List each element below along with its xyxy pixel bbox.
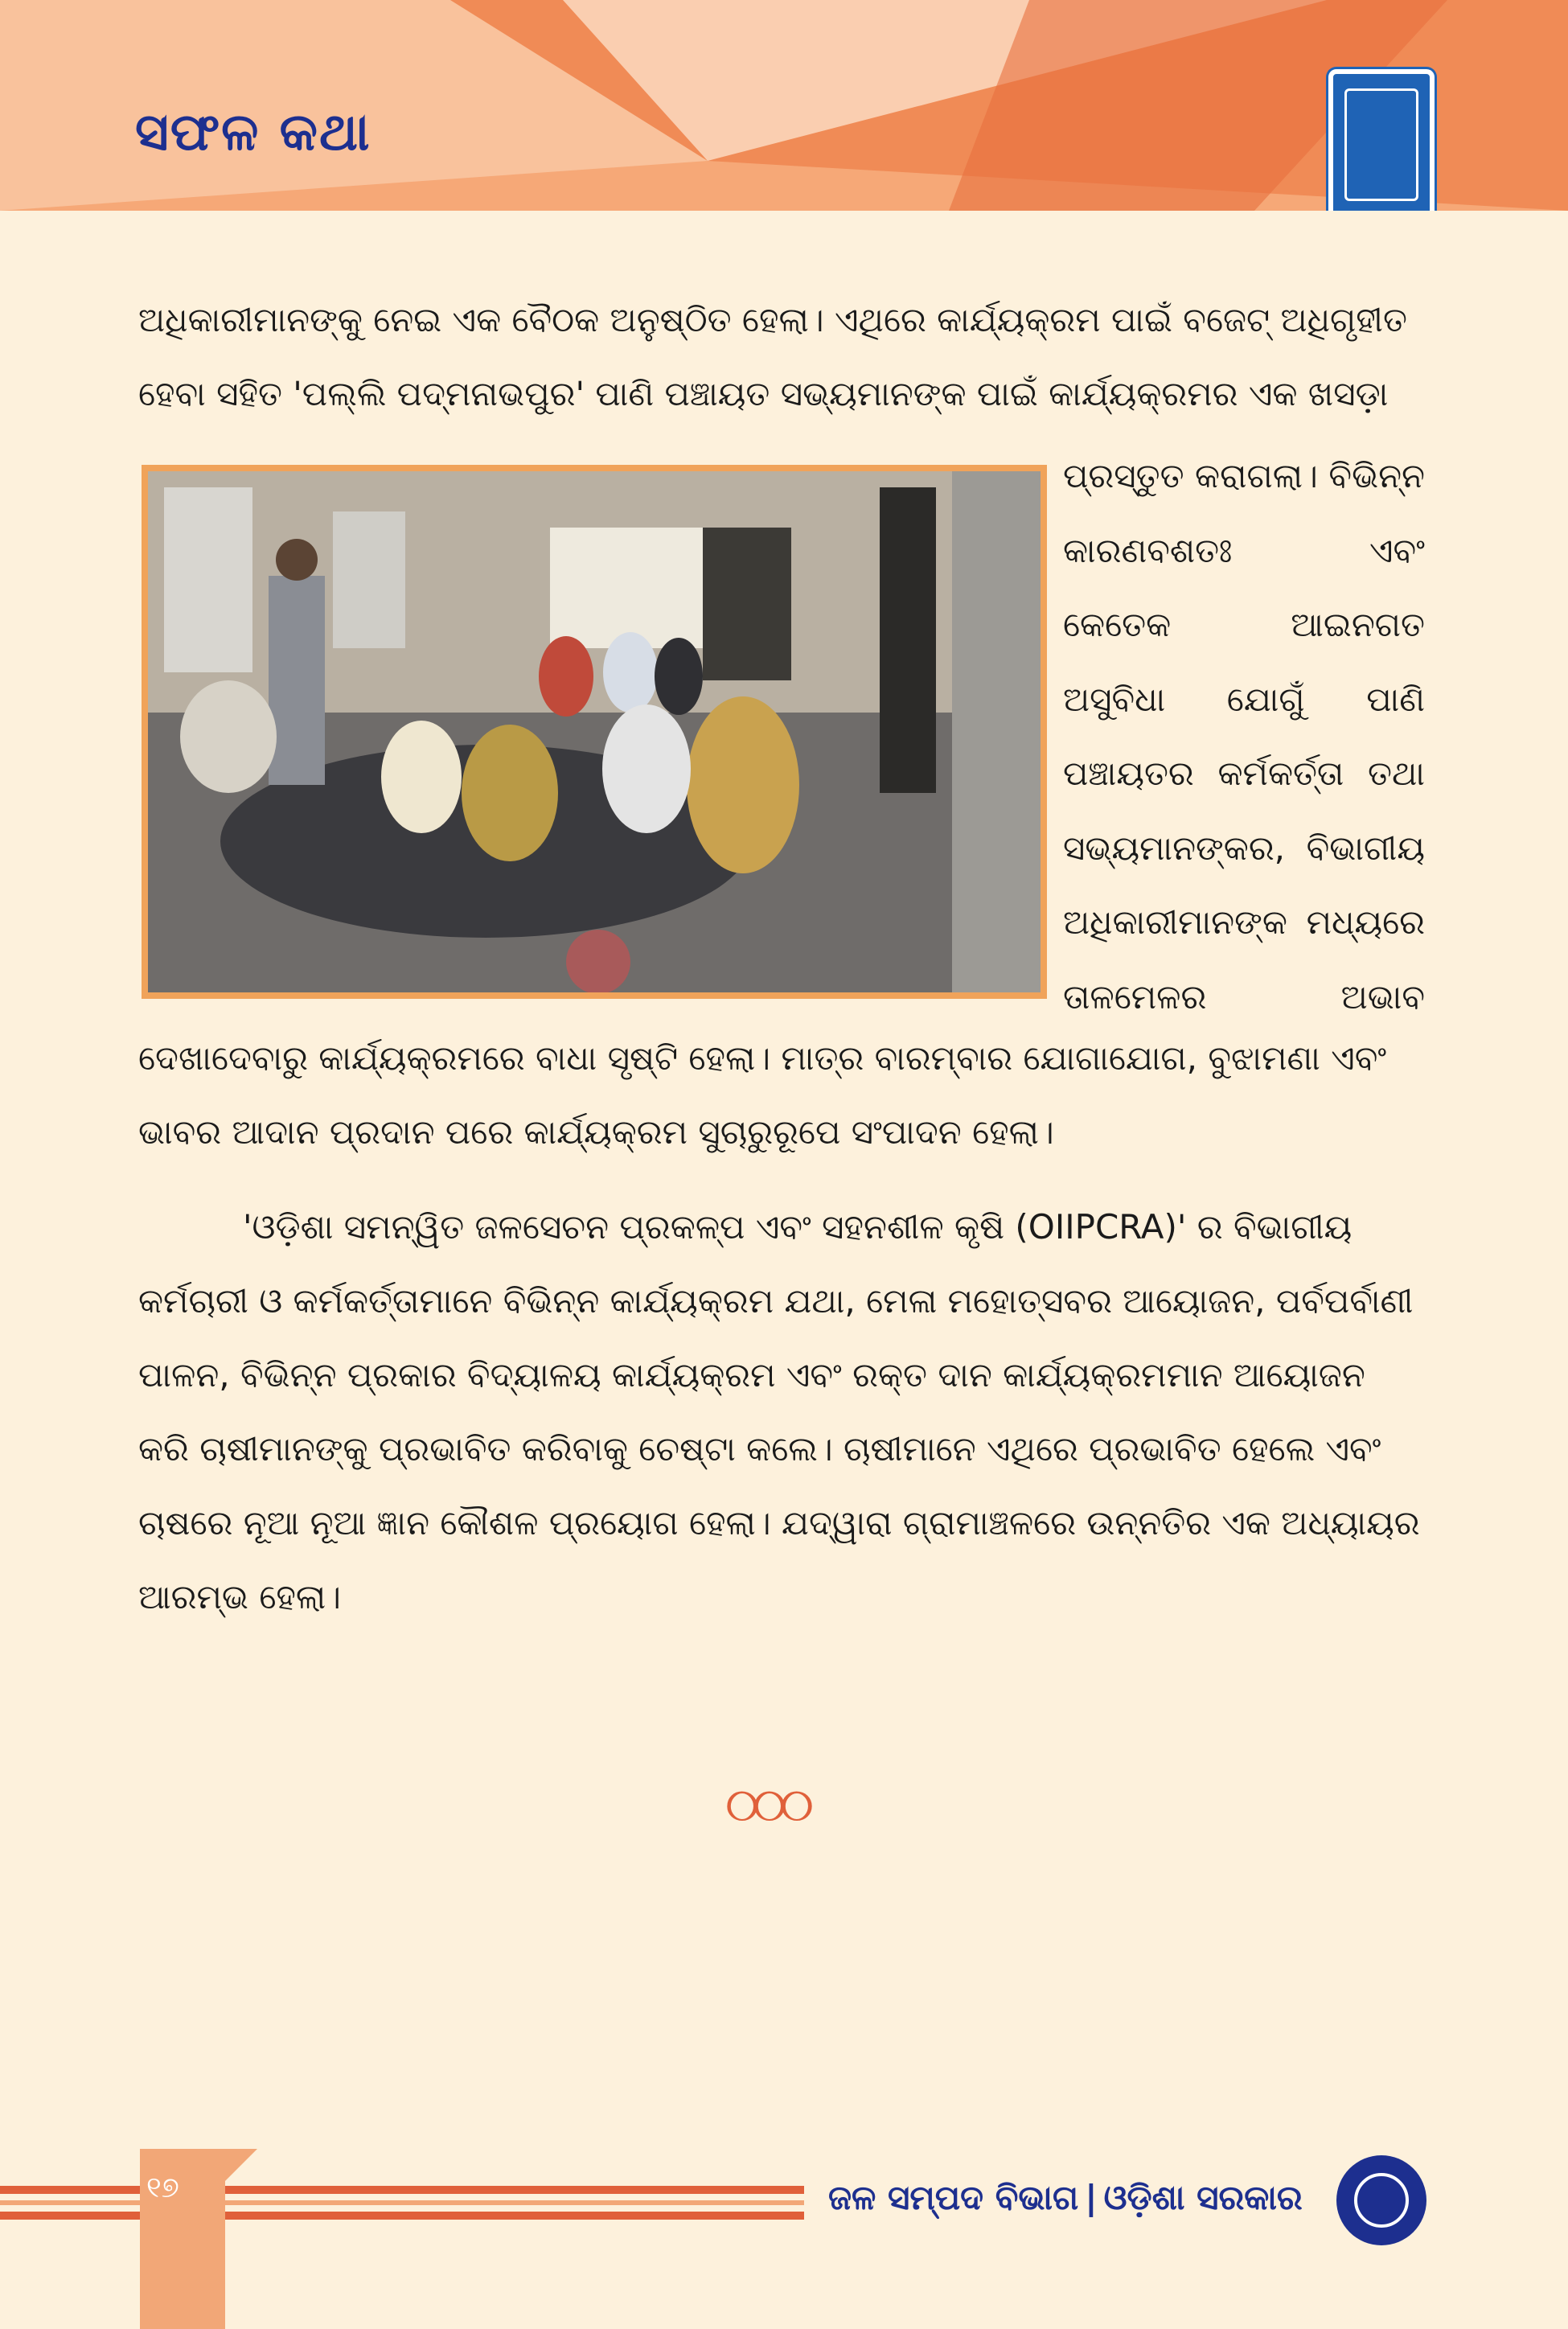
text-line: ତାଳମେଳର ଅଭାବ [1063, 976, 1425, 1017]
publication-logo-icon [1328, 69, 1435, 211]
text-line: ହେବା ସହିତ 'ପଲ୍ଲି ପଦ୍ମନାଭପୁର' ପାଣି ପଞ୍ଚାୟତ ସଭ୍ୟମାନଙ୍କ ପାଇଁ କାର୍ଯ୍ୟକ୍ରମର ଏକ ଖସଡ଼ା [138, 374, 1389, 413]
text-line: ପଞ୍ଚାୟତର କର୍ମକର୍ତ୍ତା ତଥା [1063, 754, 1425, 793]
government-seal-icon [1336, 2155, 1426, 2245]
continued-paragraph [138, 1021, 1425, 1169]
text-line: କେତେକ ଆଇନଗତ [1063, 605, 1425, 644]
footer-separator: | [1085, 2178, 1098, 2217]
text-line: ଅଧିକାରୀମାନଙ୍କ ମଧ୍ୟରେ [1063, 902, 1425, 942]
meeting-photo [142, 465, 1047, 999]
page-header [0, 0, 1568, 211]
text-line: ସଭ୍ୟମାନଙ୍କର, ବିଭାଗୀୟ [1063, 828, 1425, 868]
page-number: ୧୭ [146, 2171, 179, 2204]
section-end-ornament: ୦୦୦ [725, 1777, 807, 1832]
intro-paragraph [138, 283, 1407, 431]
footer-rule [0, 2200, 804, 2205]
text-line: ପ୍ରସ୍ତୁତ କରାଗଲା। ବିଭିନ୍ନ [1063, 456, 1425, 495]
department-name: ଜଳ ସମ୍ପଦ ବିଭାଗ [828, 2178, 1079, 2217]
government-name: ଓଡ଼ିଶା ସରକାର [1103, 2178, 1303, 2217]
text-line: ଅଧିକାରୀମାନଙ୍କୁ ନେଇ ଏକ ବୈଠକ ଅନୁଷ୍ଠିତ ହେଲା। ଏଥିରେ କାର୍ଯ୍ୟକ୍ରମ ପାଇଁ ବଜେଟ୍ ଅଧିଗୃହୀତ [138, 300, 1407, 339]
meeting-photo-image [148, 471, 1041, 992]
text-line: ଅସୁବିଧା ଯୋଗୁଁ ପାଣି [1063, 679, 1425, 719]
section-title: ସଫଳ କଥା [135, 103, 371, 162]
footer-rule [0, 2186, 804, 2194]
oiipcra-paragraph: 'ଓଡ଼ିଶା ସମନ୍ୱିତ ଜଳସେଚନ ପ୍ରକଳ୍ପ ଏବଂ ସହନଶୀଳ କୃଷି (OIIPCRA)' ର ବିଭାଗୀୟ କର୍ମଚାରୀ ଓ କର୍ମକର୍ତ୍ତାମାନେ ବିଭିନ୍ନ କାର୍ଯ୍ୟକ୍ରମ ଯଥା, ମେଳା ମହୋତ୍ସବର ଆୟୋଜନ, ପର୍ବପର୍ବାଣୀ ପାଳନ, ବିଭିନ୍ନ ପ୍ରକାର ବିଦ୍ୟାଳୟ କାର୍ଯ୍ୟକ୍ରମ ଏବଂ ରକ୍ତ ଦାନ କାର୍ଯ୍ୟକ୍ରମମାନ ଆୟୋଜନ କରି ଚାଷୀମାନଙ୍କୁ ପ୍ରଭାବିତ କରିବାକୁ ଚେଷ୍ଟା କଲେ। ଚାଷୀମାନେ ଏଥିରେ ପ୍ରଭାବିତ ହେଲେ ଏବଂ ଚାଷରେ ନୂଆ ନୂଆ ଜ୍ଞାନ କୌଶଳ ପ୍ରୟୋଗ ହେଲା। ଯଦ୍ୱାରା ଗ୍ରାମାଞ୍ଚଳରେ ଉନ୍ନତିର ଏକ ଅଧ୍ୟାୟର ଆରମ୍ଭ ହେଲା। [138, 1207, 1420, 1616]
footer-department [828, 2178, 1303, 2218]
text-line: କାରଣବଶତଃ ଏବଂ [1063, 530, 1425, 570]
footer-rule [0, 2212, 804, 2220]
text-line: ଦେଖାଦେବାରୁ କାର୍ଯ୍ୟକ୍ରମରେ ବାଧା ସୃଷ୍ଟି ହେଲା। ମାତ୍ର ବାରମ୍ବାର ଯୋଗାଯୋଗ, ବୁଝାମଣା ଏବଂ [138, 1038, 1387, 1078]
text-line: ଭାବର ଆଦାନ ପ୍ରଦାନ ପରେ କାର୍ଯ୍ୟକ୍ରମ ସୁଚାରୁରୂପେ ସଂପାଦନ ହେଲା। [138, 1112, 1054, 1152]
wrapped-text-column [1063, 439, 1425, 1034]
